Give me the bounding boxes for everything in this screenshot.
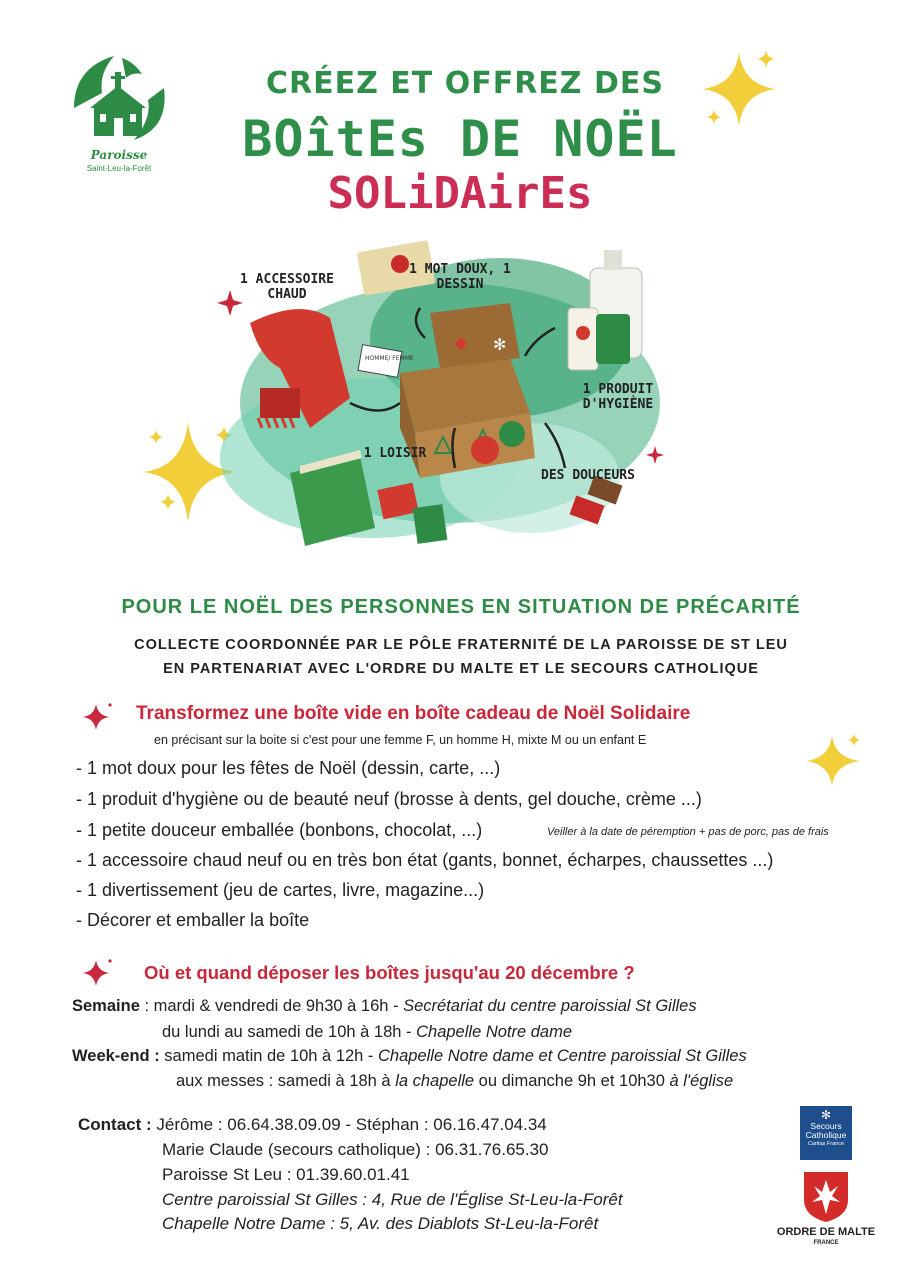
- label-hygiene: 1 PRODUIT D'HYGIÈNE: [582, 382, 654, 412]
- label-note: 1 MOT DOUX, 1 DESSIN: [409, 262, 511, 292]
- tag-text: HOMME/ FEMME: [365, 355, 414, 362]
- sc-icon: ✻: [820, 1108, 832, 1122]
- label-leisure: 1 LOISIR: [363, 446, 427, 461]
- title-line2: BOîtEs DE NOËL: [242, 110, 678, 168]
- week-line1: [72, 997, 697, 1016]
- title-line3: SOLiDAirEs: [327, 168, 593, 219]
- sparkle-icon: [80, 956, 116, 988]
- secours-catholique-logo: [800, 1106, 852, 1160]
- label-accessory: 1 ACCESSOIRE CHAUD: [240, 272, 334, 302]
- malte-line2: FRANCE: [813, 1240, 839, 1246]
- week-line2-place: Chapelle Notre dame: [416, 1023, 573, 1041]
- logo-line1: Paroisse: [90, 148, 148, 162]
- sc-line1: Secours: [810, 1121, 842, 1131]
- week-line1-place: Secrétariat du centre paroissial St Gilles: [403, 997, 697, 1015]
- list-item: - Décorer et emballer la boîte: [76, 910, 310, 930]
- weekend-line2-text: aux messes : samedi à 18h à: [176, 1072, 396, 1090]
- list-item: - 1 accessoire chaud neuf ou en très bon état (gants, bonnet, écharpes, chaussettes ...): [76, 850, 774, 870]
- weekend-line1: [72, 1047, 747, 1066]
- title-line1: CRÉEZ ET OFFREZ DES: [266, 66, 664, 101]
- weekend-line2: [176, 1072, 733, 1091]
- sparkle-icon: [694, 44, 784, 134]
- contact-phones: Jérôme : 06.64.38.09.09 - Stéphan : 06.16.47.04.34: [151, 1115, 547, 1134]
- list-item: - 1 produit d'hygiène ou de beauté neuf (brosse à dents, gel douche, crème ...): [76, 789, 702, 809]
- svg-text:✻: ✻: [493, 335, 507, 354]
- weekend-line2-place2: à l'église: [669, 1072, 734, 1090]
- sc-line2: Catholique: [805, 1130, 847, 1140]
- week-line2: [162, 1023, 572, 1042]
- contact-line1: [78, 1115, 547, 1135]
- sub-heading-line1: COLLECTE COORDONNÉE PAR LE PÔLE FRATERNITÉ DE LA PAROISSE DE ST LEU: [134, 637, 788, 653]
- list-item: - 1 petite douceur emballée (bonbons, chocolat, ...): [76, 820, 483, 840]
- contact-label: Contact :: [78, 1115, 152, 1134]
- week-label: Semaine: [72, 997, 140, 1015]
- contact-line2: Marie Claude (secours catholique) : 06.31.76.65.30: [162, 1140, 549, 1159]
- weekend-line2-place1: la chapelle: [395, 1072, 475, 1090]
- sweets-note: Veiller à la date de péremption + pas de porc, pas de frais: [547, 826, 829, 838]
- main-heading: POUR LE NOËL DES PERSONNES EN SITUATION DE PRÉCARITÉ: [121, 596, 801, 618]
- contact-line5: Chapelle Notre Dame : 5, Av. des Diablots St-Leu-la-Forêt: [162, 1214, 599, 1233]
- list-item: - 1 mot doux pour les fêtes de Noël (dessin, carte, ...): [76, 758, 501, 778]
- sparkle-icon: [802, 730, 866, 790]
- box-section-note: en précisant sur la boite si c'est pour une femme F, un homme H, mixte M ou un enfant E: [154, 733, 647, 747]
- label-sweets: DES DOUCEURS: [541, 468, 635, 483]
- drop-section-title: Où et quand déposer les boîtes jusqu'au 20 décembre ?: [144, 962, 635, 983]
- sub-heading: [0, 633, 922, 681]
- sub-heading-line2: EN PARTENARIAT AVEC L'ORDRE DU MALTE ET LE SECOURS CATHOLIQUE: [163, 661, 759, 677]
- contact-line4: Centre paroissial St Gilles : 4, Rue de l'Église St-Leu-la-Forêt: [162, 1190, 623, 1209]
- week-line1-text: : mardi & vendredi de 9h30 à 16h -: [139, 997, 404, 1015]
- box-section-title: Transformez une boîte vide en boîte cadeau de Noël Solidaire: [136, 703, 691, 724]
- sparkle-icon: [80, 700, 116, 732]
- weekend-line2-text2: ou dimanche 9h et 10h30: [474, 1072, 670, 1090]
- sc-line3: Caritas France: [807, 1141, 845, 1147]
- weekend-line1-place: Chapelle Notre dame et Centre paroissial St Gilles: [378, 1047, 747, 1065]
- logo-line2: Saint-Leu-la-Forêt: [86, 164, 152, 173]
- week-line2-text: du lundi au samedi de 10h à 18h -: [162, 1023, 417, 1041]
- contact-line3: Paroisse St Leu : 01.39.60.01.41: [162, 1165, 410, 1184]
- list-item: - 1 divertissement (jeu de cartes, livre, magazine...): [76, 880, 485, 900]
- ordre-de-malte-shield-icon: [802, 1170, 850, 1224]
- weekend-line1-text: samedi matin de 10h à 12h -: [159, 1047, 379, 1065]
- malte-line1: ORDRE DE MALTE: [776, 1226, 876, 1238]
- weekend-label: Week-end :: [72, 1047, 160, 1065]
